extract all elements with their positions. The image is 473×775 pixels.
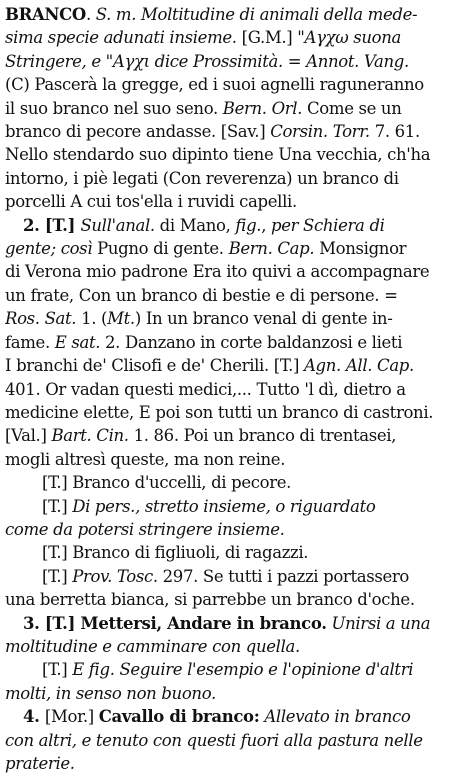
text-run: Pugno di gente. [92,239,229,259]
italic-text: molti, in senso non buono. [5,683,216,703]
entry-line [5,448,469,471]
text-run: [T.] [42,660,73,680]
text-run: [Mor.] [44,707,99,727]
entry-line [5,143,469,166]
text-run: 297. Se tutti i pazzi portassero [157,566,409,586]
italic-text: Mt. [107,309,135,329]
entry-line [5,495,469,518]
entry-line [5,635,469,658]
italic-text: Allevato in branco [264,707,411,727]
entry-line [5,73,469,96]
italic-text: moltitudine e camminare con quella. [5,636,300,656]
italic-text: Stringere, e "Αγχι dice Prossimità. = Annot. Vang. [5,51,409,71]
italic-text: E sat. [54,332,101,352]
bold-text: 3. [T.] Mettersi, Andare in branco. [23,613,327,633]
entry-line [5,307,469,330]
text-run: 401. Or vadan questi medici,... Tutto 'l dì, dietro a [5,379,406,399]
text-run: [T.] [42,496,73,516]
text-run: di Mano, [154,215,236,235]
entry-line [5,3,469,26]
text-run: intorno, i piè legati (Con reverenza) un branco di [5,168,399,188]
italic-text: Prov. Tosc. [72,566,158,586]
entry-line [5,518,469,541]
italic-text: S. m. Moltitudine di animali della mede- [95,5,418,24]
italic-text: Agn. All. Cap. [303,356,414,376]
entry-line [5,237,469,260]
italic-text: come da potersi stringere insieme. [5,519,285,539]
entry-line [5,50,469,73]
text-run: [T.] Branco d'uccelli, di pecore. [42,473,292,493]
entry-line [5,588,469,611]
italic-text: Di pers., stretto insieme, o riguardato [72,496,376,516]
italic-text: Corsin. Torr. [270,122,370,142]
italic-text: per Schiera di [271,215,385,235]
text-run: branco di pecore andasse. [Sav.] [5,122,271,142]
text-run: (C) Pascerà la gregge, ed i suoi agnelli raguneranno [5,75,424,95]
text-run: 7. 61. [369,122,420,142]
entry-line [5,260,469,283]
text-run: medicine elette, E poi son tutti un branco di castroni. [5,402,434,422]
italic-text: gente; così [5,239,93,259]
text-run: I branchi de' Clisofi e de' Cherili. [T.] [5,356,304,376]
text-run: fame. [5,332,55,352]
text-run: il suo branco nel suo seno. [5,98,223,118]
text-run: un frate, Con un branco di bestie e di persone. = [5,285,398,305]
entry-line [5,378,469,401]
entry-line [5,612,469,635]
italic-text: fig. [235,215,262,235]
text-run: [T.] Branco di figliuoli, di ragazzi. [42,543,309,563]
entry-line [5,167,469,190]
italic-text: Unirsi a una [331,613,431,633]
text-run: porcelli A cui tos'ella i ruvidi capelli. [5,192,297,212]
bold-text: 2. [T.] [23,215,81,235]
entry-line [5,752,469,775]
entry-line [5,729,469,752]
text-run: Nello stendardo suo dipinto tiene Una vecchia, ch'ha [5,145,431,165]
entry-line [5,541,469,564]
italic-text: Ros. Sat. [5,309,77,329]
text-run: , [261,215,271,235]
bold-text: Cavallo di branco: [98,707,260,727]
italic-text: praterie. [5,754,75,773]
text-run: Come se un [302,98,402,118]
bold-text: BRANCO [5,5,86,24]
text-run: Monsignor [314,239,407,259]
bold-text: 4. [23,707,45,727]
italic-text: Bart. Cin. [51,426,129,446]
italic-text: "Αγχω suona [297,28,401,48]
entry-line [5,401,469,424]
entry-line [5,565,469,588]
entry-line [5,26,469,49]
italic-text: sima specie adunati insieme. [5,28,237,48]
italic-text: Sull'anal. [80,215,155,235]
text-run: di Verona mio padrone Era ito quivi a accompagnare [5,262,430,282]
entry-line [5,658,469,681]
italic-text: E fig. Seguire l'esempio e l'opinione d'altri [72,660,414,680]
entry-line [5,471,469,494]
text-run: 1. 86. Poi un branco di trentasei, [128,426,397,446]
italic-text: Bern. Cap. [228,239,315,259]
entry-line [5,331,469,354]
text-run: mogli altresì queste, ma non reine. [5,449,286,469]
text-run: [G.M.] [236,28,298,48]
text-run: 1. ( [76,309,108,329]
italic-text: con altri, e tenuto con questi fuori alla pastura nelle [5,730,423,750]
entry-line [5,682,469,705]
entry-line [5,284,469,307]
entry-line [5,190,469,213]
text-run: una berretta bianca, si parrebbe un branco d'oche. [5,590,415,610]
entry-line [5,120,469,143]
text-run: [Val.] [5,426,52,446]
italic-text: Bern. Orl. [222,98,303,118]
entry-line [5,214,469,237]
entry-line [5,424,469,447]
entry-line [5,97,469,120]
text-run: [T.] [42,566,73,586]
dictionary-entry-branco [5,3,469,775]
text-run: 2. Danzano in corte baldanzosi e lieti [100,332,403,352]
entry-line [5,354,469,377]
text-run: . [85,5,96,24]
text-run: ) In un branco venal di gente in- [134,309,393,329]
